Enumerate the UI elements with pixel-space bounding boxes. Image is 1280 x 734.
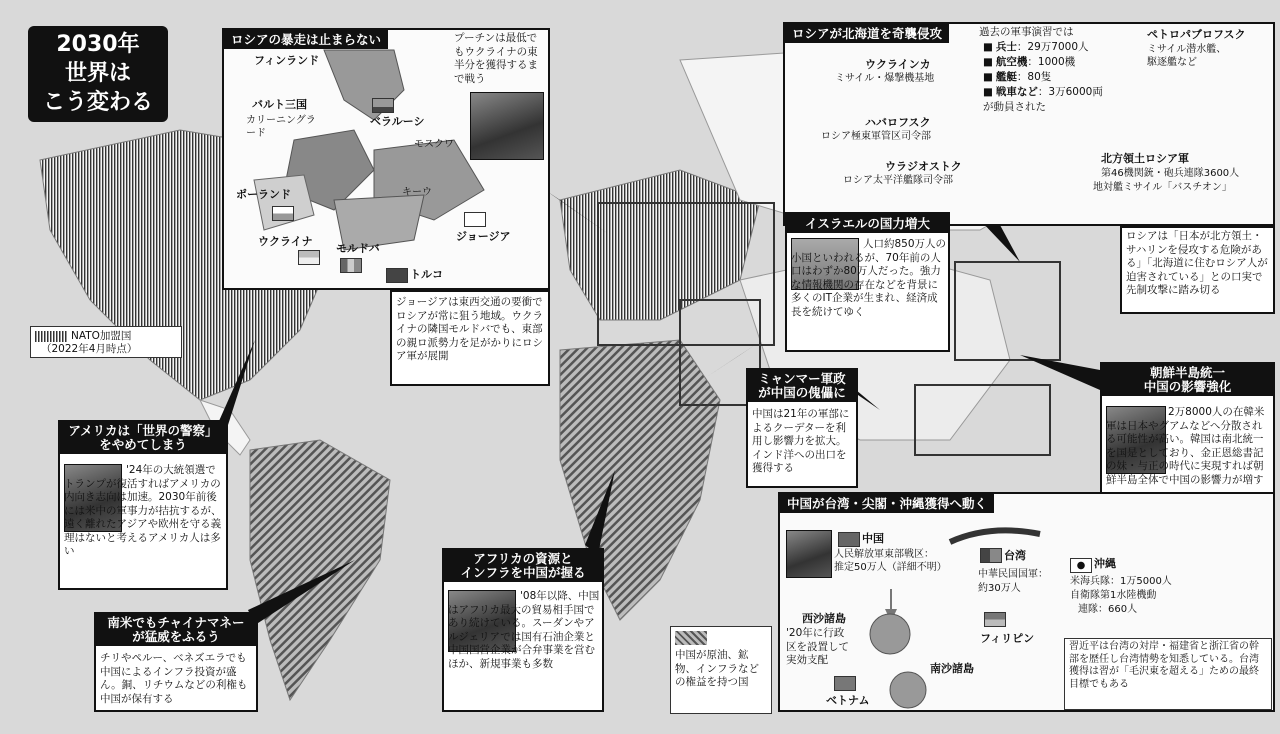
africa-box	[442, 548, 604, 712]
philippines-flag	[984, 612, 1006, 627]
xi-note-text: 習近平は台湾の対岸・福建省と浙江省の幹部を歴任し台湾情勢を知悉している。台湾獲得は習が「毛沢東を超える」ための最終目標でもある	[1069, 641, 1259, 690]
taiwan-flag	[980, 548, 1002, 563]
paracel-label: 西沙諸島	[802, 612, 846, 625]
korea-header-1: 朝鮮半島統一	[1149, 365, 1225, 380]
petro-sub2: 駆逐艦など	[1147, 57, 1197, 68]
africa-header-2: インフラを中国が握る	[460, 565, 586, 580]
nato-swatch	[35, 331, 67, 342]
exercise-value: ：3万6000両	[1037, 86, 1103, 98]
hokkaido-note-box	[1120, 226, 1275, 314]
khabarovsk-title: ハバロフスク	[865, 116, 931, 129]
xi-note-box	[1064, 638, 1272, 710]
usa-text: '24年の大統領選でトランプが復活すればアメリカの内向き志向は加速。2030年前後には米中の軍事力が拮抗するが、遠く離れたアジアや欧州を守る義理はないと考えるアメリカ人は多い	[64, 464, 222, 557]
putin-photo	[470, 92, 544, 160]
hokkaido-note-text: ロシアは「日本が北方領土・サハリンを侵攻する危険がある」「北海道に住むロシア人が迫害されている」との口実で先制攻撃に踏み切る	[1126, 230, 1268, 296]
china-swatch	[675, 631, 707, 645]
china-label: 中国	[862, 532, 884, 545]
nato-legend-sub: （2022年4月時点）	[41, 343, 138, 355]
moldova-flag	[340, 258, 362, 273]
ukrainka-title: ウクラインカ	[865, 58, 931, 71]
spratly-label: 南沙諸島	[930, 662, 974, 675]
israel-text: 人口約850万人の小国といわれるが、70年前の人口はわずか80万人だった。強力な情報機関の存在などを背景に多くのIT企業が生まれ、経済成長を続けてゆく	[791, 238, 947, 318]
africa-header	[444, 550, 602, 582]
china-sub2: 推定50万人（詳細不明）	[834, 562, 947, 573]
usa-box	[58, 420, 228, 590]
ukraine-label: ウクライナ	[258, 235, 313, 248]
map-title	[28, 26, 168, 122]
exercise-item	[983, 86, 1125, 99]
kyiv-label: キーウ	[402, 187, 432, 198]
title-line-2: 世界は	[64, 61, 131, 86]
vietnam-label: ベトナム	[826, 694, 870, 707]
exercise-panel	[975, 26, 1125, 136]
okinawa-sub1: 米海兵隊：1万5000人	[1070, 576, 1172, 587]
exercise-key: 戦車など	[995, 86, 1038, 98]
okinawa-sub3: 連隊：660人	[1078, 604, 1138, 615]
korea-text: 2万8000人の在韓米軍は日本やグアムなどへ分散される可能性が高い。韓国は南北統一を国是としており、金正恩総書記の妹・与正の時代に実現すれば朝鮮半島全体で中国の影響力が増す	[1106, 406, 1265, 486]
ukrainka-sub: ミサイル・爆撃機基地	[835, 73, 935, 84]
ukraine-flag	[298, 250, 320, 265]
okinawa-sub2: 自衛隊第1水陸機動	[1070, 590, 1157, 601]
samerica-header	[96, 614, 256, 646]
georgia-flag	[464, 212, 486, 227]
samerica-header-1: 南米でもチャイナマネー	[107, 615, 245, 630]
poland-label: ポーランド	[236, 188, 291, 201]
xi-jinping-photo	[786, 530, 832, 578]
kuril-sub1: 第46機関銃・砲兵連隊3600人	[1101, 168, 1240, 179]
exercise-key: 艦艇	[995, 71, 1017, 83]
myanmar-text: 中国は21年の軍部によるクーデターを利用し影響力を拡大。インド洋への出口を獲得する	[752, 408, 850, 474]
okinawa-label: 沖縄	[1094, 557, 1116, 570]
nato-legend	[30, 326, 182, 358]
baltic-label: バルト三国	[252, 98, 307, 111]
china-flag	[838, 532, 860, 547]
usa-header-2: をやめてしまう	[99, 437, 187, 452]
russia-footer-text: ジョージアは東西交通の要衝でロシアが常に狙う地域。ウクライナの隣国モルドバでも、東部の親ロ派勢力を足がかりにロシア軍が展開	[396, 296, 543, 362]
china-sub1: 人民解放軍東部戦区：	[834, 549, 934, 560]
moldova-label: モルドバ	[336, 242, 380, 255]
usa-header	[60, 422, 226, 454]
myanmar-header	[748, 370, 856, 402]
russia-box	[222, 28, 550, 290]
china-legend	[670, 626, 772, 714]
israel-header: イスラエルの国力増大	[787, 214, 948, 233]
vladivostok-title: ウラジオストク	[885, 160, 962, 173]
exercise-title: 過去の軍事演習では	[979, 26, 1074, 38]
khabarovsk-sub: ロシア極東軍管区司令部	[821, 131, 931, 142]
petro-sub1: ミサイル潜水艦、	[1147, 44, 1227, 55]
exercise-value: ：29万7000人	[1016, 41, 1089, 53]
turkey-flag	[386, 268, 408, 283]
samerica-box	[94, 612, 258, 712]
myanmar-header-1: ミャンマー軍政	[758, 371, 846, 386]
turkey-label: トルコ	[410, 268, 443, 281]
taiwan-sub2: 約30万人	[978, 583, 1021, 594]
military-icon: ■	[983, 41, 993, 53]
exercise-key: 航空機	[995, 56, 1028, 68]
military-icon: ■	[983, 71, 993, 83]
putin-text: プーチンは最低でもウクライナの東半分を獲得するまで戦う	[454, 32, 538, 85]
usa-header-1: アメリカは「世界の警察」	[68, 423, 218, 438]
exercise-item	[983, 71, 1125, 84]
title-line-3: こう変わる	[42, 90, 153, 115]
myanmar-header-2: が中国の傀儡に	[758, 385, 846, 400]
africa-header-1: アフリカの資源と	[473, 551, 573, 566]
finland-label: フィンランド	[254, 54, 320, 67]
myanmar-box	[746, 368, 858, 488]
israel-box	[785, 212, 950, 352]
exercise-value: ：1000機	[1027, 56, 1076, 68]
russia-header: ロシアの暴走は止まらない	[224, 30, 388, 49]
taiwan-label: 台湾	[1004, 549, 1026, 562]
military-icon: ■	[983, 86, 993, 98]
georgia-label: ジョージア	[456, 230, 511, 243]
moscow-label: モスクワ	[414, 139, 454, 150]
exercise-end: が動員された	[983, 101, 1046, 113]
russia-footer-box	[390, 290, 550, 386]
africa-text: '08年以降、中国はアフリカ最大の貿易相手国であり続けている。スーダンやアルジェリアでは国有石油企業と中国国営企業が合弁事業を営むほか、新規事業も多数	[448, 590, 600, 670]
poland-flag	[272, 206, 294, 221]
hokkaido-box	[783, 22, 1275, 226]
japan-flag	[1070, 558, 1092, 573]
title-line-1: 2030年	[56, 32, 140, 57]
petro-title: ペトロパブロフスク	[1147, 28, 1246, 41]
military-icon: ■	[983, 56, 993, 68]
samerica-text: チリやペルー、ベネズエラでも中国によるインフラ投資が盛ん。銅、リチウムなどの利権も中国が保有する	[100, 652, 248, 705]
philippines-label: フィリピン	[980, 632, 1035, 645]
samerica-header-2: が猛威をふるう	[132, 629, 220, 644]
kuril-title: 北方領土ロシア軍	[1101, 152, 1189, 165]
taiwan-header: 中国が台湾・尖閣・沖縄獲得へ動く	[780, 494, 994, 513]
taiwan-box	[778, 492, 1275, 712]
korea-header-2: 中国の影響強化	[1143, 379, 1232, 394]
nato-legend-label: NATO加盟国	[71, 330, 132, 342]
taiwan-sub1: 中華民国国軍：	[978, 569, 1048, 580]
exercise-item	[983, 41, 1125, 54]
kaliningrad-label: カリーニングラード	[246, 115, 316, 139]
belarus-flag	[372, 98, 394, 113]
korea-header	[1102, 364, 1273, 396]
belarus-label: ベラルーシ	[370, 115, 425, 128]
kuril-sub2: 地対艦ミサイル「バスチオン」	[1093, 182, 1232, 193]
exercise-key: 兵士	[995, 41, 1017, 53]
vladivostok-sub: ロシア太平洋艦隊司令部	[843, 175, 953, 186]
vietnam-flag	[834, 676, 856, 691]
exercise-value: ：80隻	[1016, 71, 1052, 83]
china-legend-text: 中国が原油、鉱物、インフラなどの権益を持つ国	[675, 649, 759, 688]
exercise-list	[975, 41, 1125, 99]
hokkaido-header: ロシアが北海道を奇襲侵攻	[785, 24, 949, 43]
paracel-sub: '20年に行政区を設置して実効支配	[786, 627, 849, 666]
exercise-item	[983, 56, 1125, 69]
